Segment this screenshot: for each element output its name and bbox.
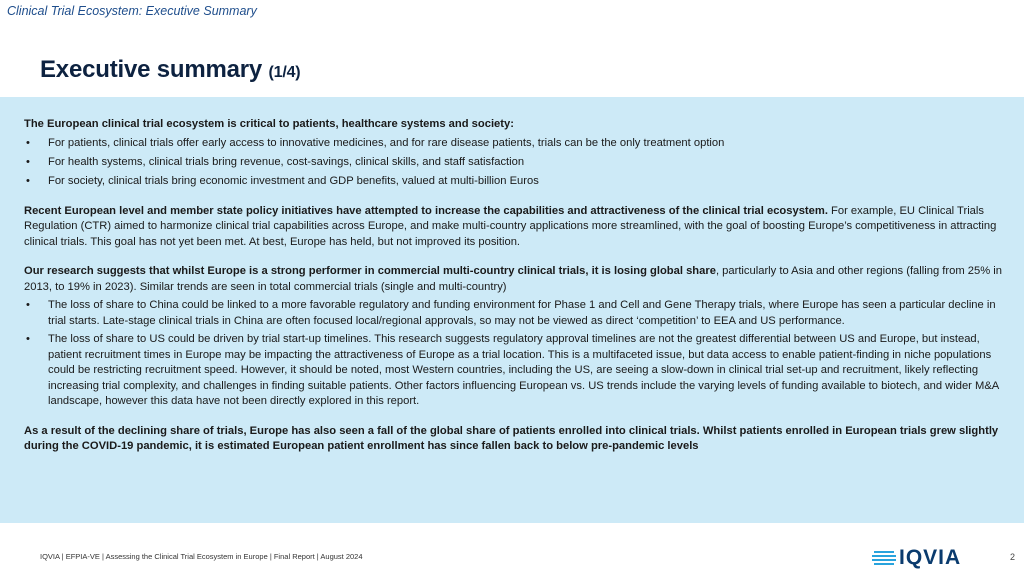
summary-block-importance (24, 117, 1002, 190)
page-title-suffix: (1/4) (268, 64, 301, 81)
list-item: • For patients, clinical trials offer early access to innovative medicines, and for rare disease patients, trials can be the only treatment option (24, 136, 1002, 152)
page-title-text: Executive summary (40, 56, 263, 83)
block-heading: The European clinical trial ecosystem is critical to patients, healthcare systems and society: (24, 118, 514, 130)
iqvia-logo (872, 547, 961, 569)
paragraph-lead: As a result of the declining share of trials, Europe has also seen a fall of the global share of patients enrolled into clinical trials. Whilst patients enrolled in European trials grew slightly during the COVID-19 pandemic, it is estimated European patient enrollment has since fallen back to below pre-pandemic levels (24, 424, 999, 452)
summary-block-enrollment (24, 424, 1002, 455)
summary-content (24, 117, 1002, 469)
summary-block-policy (24, 204, 1002, 251)
logo-text: IQVIA (899, 546, 962, 569)
paragraph-body: For example, EU Clinical Trials Regulation (CTR) aimed to harmonize clinical trial capabilities across Europe, and make multi-country applications more streamlined, with the goal of boosting Europe’s competitiveness in attracting clinical trials. This goal has not yet been met. At best, Europe has held, but not improved its position. (24, 204, 997, 248)
list-item: • For society, clinical trials bring economic investment and GDP benefits, valued at multi-billion Euros (24, 174, 1002, 190)
page-title (40, 56, 300, 84)
paragraph (24, 204, 1002, 251)
footer-source: IQVIA | EFPIA-VE | Assessing the Clinical Trial Ecosystem in Europe | Final Report | August 2024 (40, 552, 363, 561)
list-item: • For health systems, clinical trials bring revenue, cost-savings, clinical skills, and staff satisfaction (24, 155, 1002, 171)
summary-panel (0, 97, 1024, 523)
breadcrumb: Clinical Trial Ecosystem: Executive Summary (7, 4, 257, 18)
page-number: 2 (1009, 552, 1015, 562)
bullet-list (24, 298, 1002, 410)
paragraph (24, 264, 1002, 295)
list-item: • The loss of share to US could be driven by trial start-up timelines. This research suggests regulatory approval timelines are not the greatest differential between US and Europe, but instead, patient recruitment times in Europe may be impacting the attractiveness of Europe as a trial location. This is a multifaceted issue, but data access to enable patient-finding in niche populations could be restricting recruitment speed. However, it should be noted, most Western countries, including the US, are seeing a slow-down in clinical trial set-up and recruitment, likely reflecting increasing trial complexity, and challenges in finding suitable patients. Other factors influencing European vs. US trends include the varying levels of funding available to biotech, and wider M&A landscape, however this data have not been directly explored in this report. (24, 332, 1002, 410)
list-item: • The loss of share to China could be linked to a more favorable regulatory and funding environment for Phase 1 and Cell and Gene Therapy trials, where Europe has seen a particular decline in trial starts. Late-stage clinical trials in China are often focused local/regional approvals, so may not be viewed as direct ‘competition’ to EEA and US performance. (24, 298, 1002, 329)
paragraph-body: , particularly to Asia and other regions (falling from 25% in 2013, to 19% in 2023). Similar trends are seen in total commercial trials (single and multi-country) (24, 265, 1002, 293)
logo-mark-icon (872, 550, 896, 566)
paragraph-lead: Recent European level and member state policy initiatives have attempted to increase the capabilities and attractiveness of the clinical trial ecosystem. (24, 204, 828, 217)
summary-block-research (24, 264, 1002, 410)
bullet-list (24, 136, 1002, 190)
paragraph-lead: Our research suggests that whilst Europe is a strong performer in commercial multi-country clinical trials, it is losing global share (24, 265, 716, 277)
